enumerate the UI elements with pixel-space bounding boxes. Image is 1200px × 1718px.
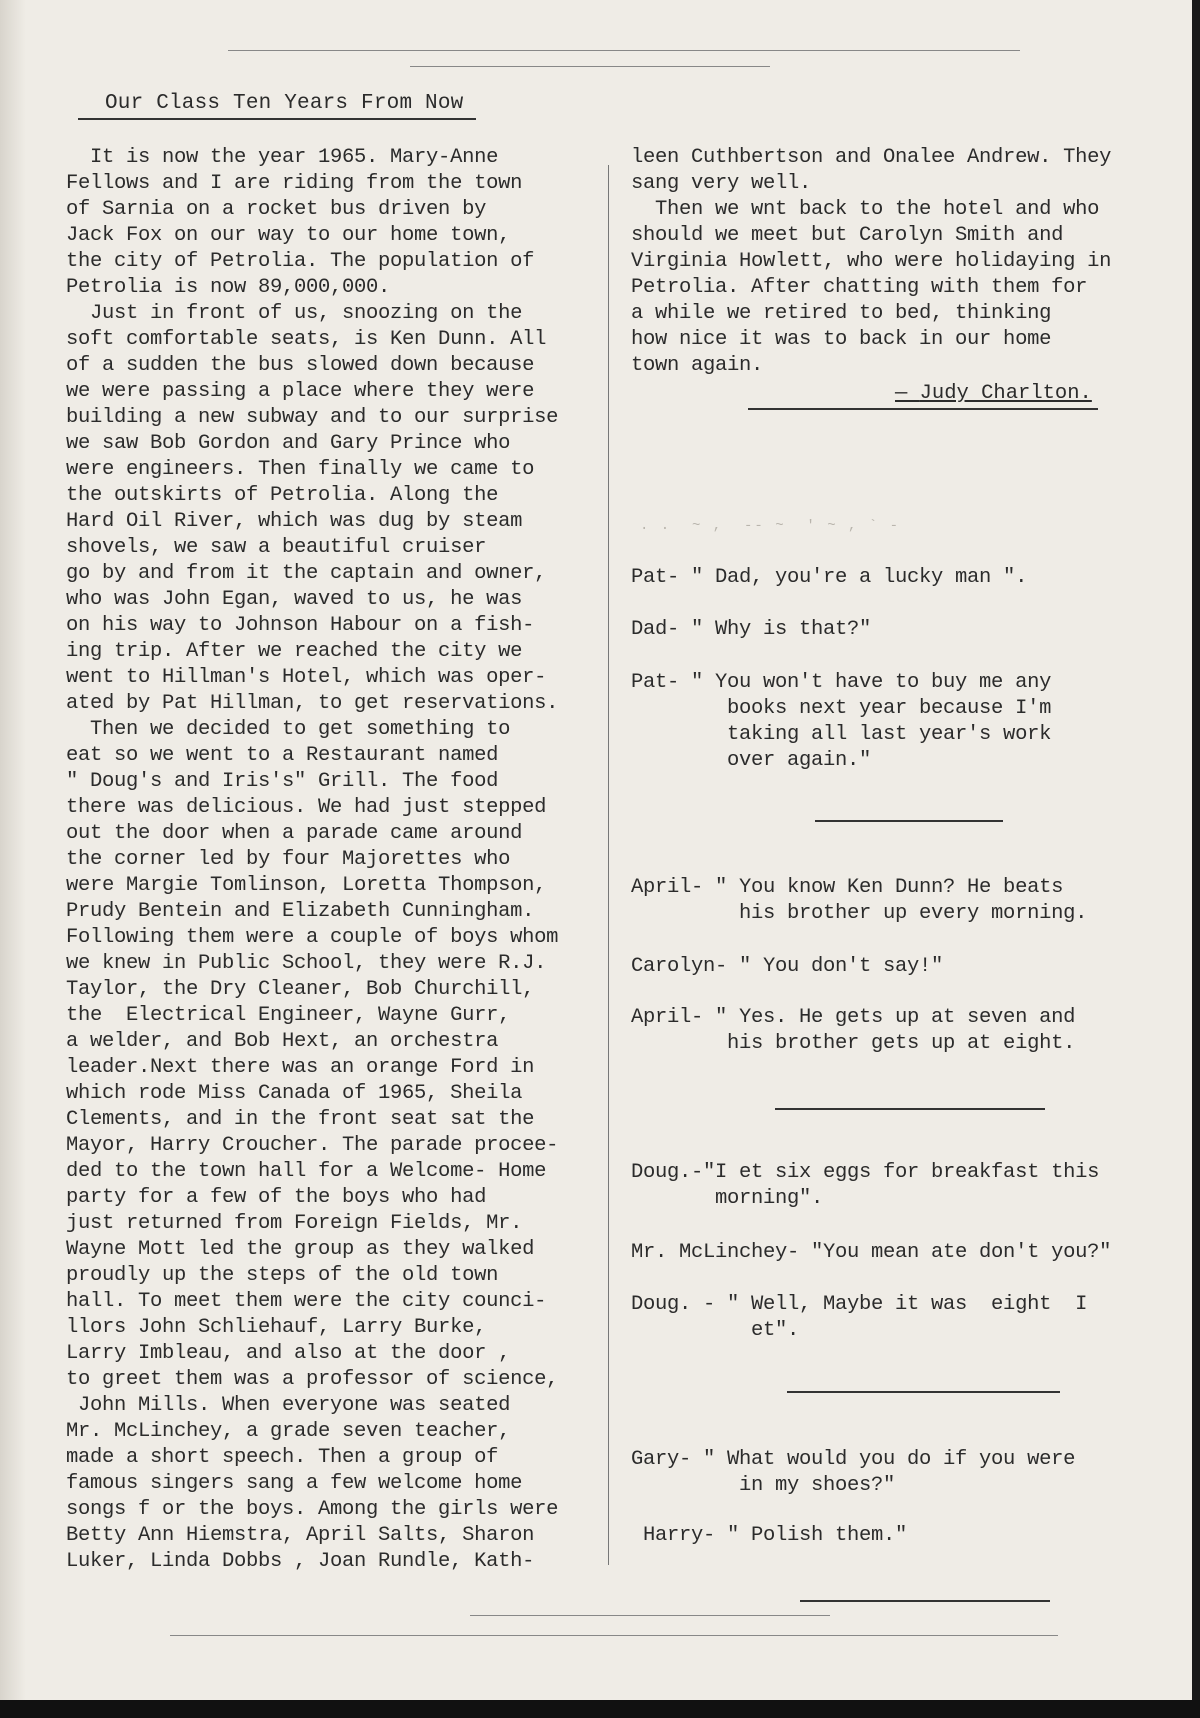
text-line: Wayne Mott led the group as they walked <box>66 1238 535 1261</box>
top-rule <box>228 50 1020 51</box>
article-title: Our Class Ten Years From Now <box>105 92 464 115</box>
column-divider <box>608 165 609 1565</box>
text-line: sang very well. <box>631 172 812 195</box>
story-column <box>66 145 606 1575</box>
text-line: were engineers. Then finally we came to <box>66 458 535 481</box>
text-line: town again. <box>631 354 764 377</box>
joke-line: April- " Yes. He gets up at seven and <box>631 1006 1076 1029</box>
joke-line: Mr. McLinchey- "You mean ate don't you?" <box>631 1241 1112 1264</box>
text-line: llors John Schliehauf, Larry Burke, <box>66 1316 487 1339</box>
text-line: the outskirts of Petrolia. Along the <box>66 484 499 507</box>
text-line: go by and from it the captain and owner, <box>66 562 547 585</box>
text-line: a while we retired to bed, thinking <box>631 302 1052 325</box>
text-line: party for a few of the boys who had <box>66 1186 487 1209</box>
joke-divider-2 <box>775 1108 1045 1110</box>
text-line: the corner led by four Majorettes who <box>66 848 511 871</box>
joke-line: Pat- " Dad, you're a lucky man ". <box>631 566 1028 589</box>
joke-line: Doug.-"I et six eggs for breakfast this <box>631 1161 1100 1184</box>
story-continued <box>631 145 1171 379</box>
text-line: Then we decided to get something to <box>66 718 511 741</box>
text-line: Mr. McLinchey, a grade seven teacher, <box>66 1420 511 1443</box>
text-line: songs f or the boys. Among the girls were <box>66 1498 559 1521</box>
text-line: " Doug's and Iris's" Grill. The food <box>66 770 499 793</box>
text-line: Taylor, the Dry Cleaner, Bob Churchill, <box>66 978 535 1001</box>
story-paragraphs <box>66 145 606 1575</box>
scan-edge <box>0 1700 1200 1718</box>
text-line: Virginia Howlett, who were holidaying in <box>631 250 1112 273</box>
joke-line: Doug. - " Well, Maybe it was eight I <box>631 1293 1088 1316</box>
joke-line: Pat- " You won't have to buy me any <box>631 671 1052 694</box>
bottom-rule-long <box>170 1635 1058 1636</box>
text-line: leader.Next there was an orange Ford in <box>66 1056 535 1079</box>
text-line: ated by Pat Hillman, to get reservations. <box>66 692 559 715</box>
joke-line: Harry- " Polish them." <box>631 1524 908 1547</box>
joke-line: Gary- " What would you do if you were <box>631 1448 1076 1471</box>
joke-line: over again." <box>631 749 872 772</box>
text-line: Larry Imbleau, and also at the door , <box>66 1342 511 1365</box>
text-line: Mayor, Harry Croucher. The parade procee- <box>66 1134 559 1157</box>
joke-line: morning". <box>631 1187 824 1210</box>
text-line: made a short speech. Then a group of <box>66 1446 499 1469</box>
text-line: who was John Egan, waved to us, he was <box>66 588 523 611</box>
text-line: John Mills. When everyone was seated <box>66 1394 511 1417</box>
text-line: Following them were a couple of boys whom <box>66 926 559 949</box>
text-line: we saw Bob Gordon and Gary Prince who <box>66 432 511 455</box>
text-line: Clements, and in the front seat sat the <box>66 1108 535 1131</box>
text-line: Luker, Linda Dobbs , Joan Rundle, Kath- <box>66 1550 535 1573</box>
top-rule-short <box>410 66 770 67</box>
text-line: just returned from Foreign Fields, Mr. <box>66 1212 523 1235</box>
text-line: of Sarnia on a rocket bus driven by <box>66 198 487 221</box>
text-line: famous singers sang a few welcome home <box>66 1472 523 1495</box>
text-line: Hard Oil River, which was dug by steam <box>66 510 523 533</box>
text-line: which rode Miss Canada of 1965, Sheila <box>66 1082 523 1105</box>
joke-divider-4 <box>800 1600 1050 1602</box>
joke-line: his brother gets up at eight. <box>631 1032 1076 1055</box>
text-line: ing trip. After we reached the city we <box>66 640 523 663</box>
text-line: eat so we went to a Restaurant named <box>66 744 499 767</box>
text-line: Just in front of us, snoozing on the <box>66 302 523 325</box>
text-line: soft comfortable seats, is Ken Dunn. All <box>66 328 547 351</box>
story-continued-column <box>631 145 1171 379</box>
text-line: Petrolia is now 89,000,000. <box>66 276 391 299</box>
bottom-rule <box>470 1615 830 1616</box>
text-line: Jack Fox on our way to our home town, <box>66 224 511 247</box>
text-line: we knew in Public School, they were R.J. <box>66 952 547 975</box>
text-line: of a sudden the bus slowed down because <box>66 354 535 377</box>
joke-line: taking all last year's work <box>631 723 1052 746</box>
bleed-through-marks: . . ~ , -- ~ ' ~ , ` - <box>640 518 901 534</box>
joke-line: his brother up every morning. <box>631 902 1088 925</box>
text-line: were Margie Tomlinson, Loretta Thompson, <box>66 874 547 897</box>
text-line: Prudy Bentein and Elizabeth Cunningham. <box>66 900 535 923</box>
text-line: shovels, we saw a beautiful cruiser <box>66 536 487 559</box>
signature-dash: — <box>895 382 920 405</box>
author-signature <box>895 382 1092 405</box>
text-line: on his way to Johnson Habour on a fish- <box>66 614 535 637</box>
text-line: hall. To meet them were the city counci- <box>66 1290 547 1313</box>
text-line: the city of Petrolia. The population of <box>66 250 535 273</box>
title-underline <box>78 118 476 120</box>
joke-line: in my shoes?" <box>631 1474 896 1497</box>
text-line: should we meet but Carolyn Smith and <box>631 224 1064 247</box>
text-line: Fellows and I are riding from the town <box>66 172 523 195</box>
text-line: went to Hillman's Hotel, which was oper- <box>66 666 547 689</box>
joke-divider-1 <box>815 820 1003 822</box>
joke-line: books next year because I'm <box>631 697 1052 720</box>
text-line: how nice it was to back in our home <box>631 328 1052 351</box>
text-line: we were passing a place where they were <box>66 380 535 403</box>
signature-name: Judy Charlton. <box>919 382 1092 405</box>
text-line: out the door when a parade came around <box>66 822 523 845</box>
joke-line: Carolyn- " You don't say!" <box>631 955 944 978</box>
signature-rule <box>748 408 1098 410</box>
text-line: proudly up the steps of the old town <box>66 1264 499 1287</box>
joke-line: April- " You know Ken Dunn? He beats <box>631 876 1064 899</box>
joke-divider-3 <box>787 1391 1060 1393</box>
text-line: leen Cuthbertson and Onalee Andrew. They <box>631 146 1112 169</box>
text-line: building a new subway and to our surprise <box>66 406 559 429</box>
text-line: there was delicious. We had just stepped <box>66 796 547 819</box>
text-line: to greet them was a professor of science, <box>66 1368 559 1391</box>
binding-shadow <box>0 0 26 1700</box>
text-line: Betty Ann Hiemstra, April Salts, Sharon <box>66 1524 535 1547</box>
joke-line: Dad- " Why is that?" <box>631 618 872 641</box>
joke-line: et". <box>631 1319 800 1342</box>
text-line: Then we wnt back to the hotel and who <box>631 198 1100 221</box>
text-line: It is now the year 1965. Mary-Anne <box>66 146 499 169</box>
text-line: ded to the town hall for a Welcome- Home <box>66 1160 547 1183</box>
text-line: Petrolia. After chatting with them for <box>631 276 1088 299</box>
text-line: the Electrical Engineer, Wayne Gurr, <box>66 1004 511 1027</box>
text-line: a welder, and Bob Hext, an orchestra <box>66 1030 499 1053</box>
